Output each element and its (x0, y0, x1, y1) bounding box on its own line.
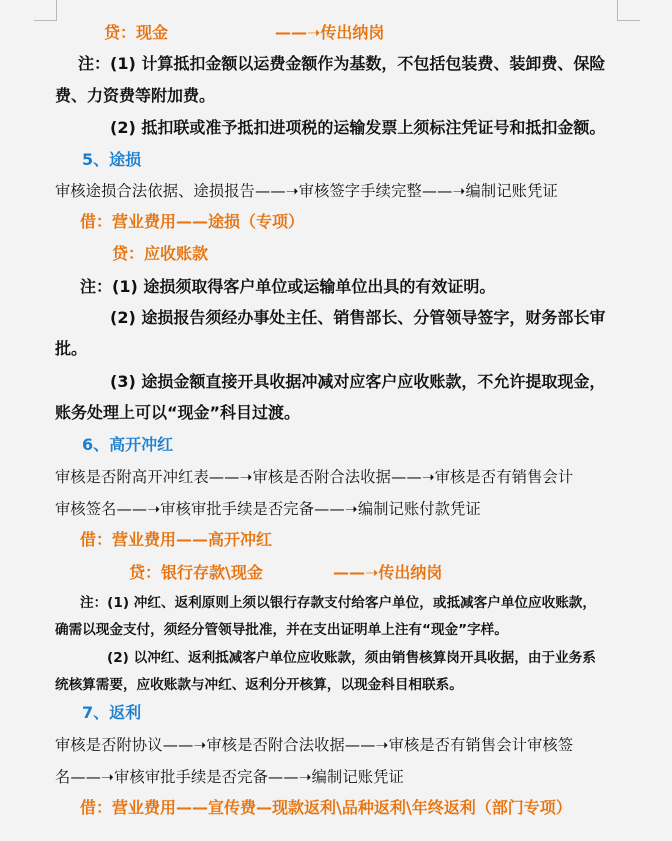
note-text: 注：(1) 冲红、返利原则上须以银行存款支付给客户单位，或抵减客户单位应收账款， (80, 595, 596, 611)
note-text: (3) 途损金额直接开具收据冲减对应客户应收账款，不允许提取现金， (110, 372, 606, 391)
transfer-arrow-text: ——➝传出纳岗 (275, 23, 385, 42)
debit-entry: 借：营业费用——宣传费—现款返利\品种返利\年终返利（部门专项） (80, 798, 572, 817)
page-corner-mark-right (617, 0, 640, 21)
note-text: (2) 抵扣联或准予抵扣进项税的运输发票上须标注凭证号和抵扣金额。 (110, 118, 606, 137)
note-text: 批。 (55, 339, 88, 358)
process-flow: 审核是否附协议——➝审核是否附合法收据——➝审核是否有销售会计审核签 (55, 736, 574, 754)
section-heading: 6、高开冲红 (82, 435, 174, 454)
note-text: (2) 途损报告须经办事处主任、销售部长、分管领导签字，财务部长审 (110, 308, 606, 327)
process-flow: 审核是否附高开冲红表——➝审核是否附合法收据——➝审核是否有销售会计 (55, 468, 574, 486)
page-corner-mark-left (34, 0, 57, 21)
process-flow: 审核签名——➝审核审批手续是否完备——➝编制记账付款凭证 (55, 500, 481, 518)
note-text: (2) 以冲红、返利抵减客户单位应收账款，须由销售核算岗开具收据，由于业务系 (107, 650, 596, 666)
note-text: 注：(1) 途损须取得客户单位或运输单位出具的有效证明。 (80, 277, 496, 296)
note-text: 统核算需要，应收账款与冲红、返利分开核算，以现金科目相联系。 (55, 677, 463, 693)
note-text: 注：(1) 计算抵扣金额以运费金额作为基数，不包括包装费、装卸费、保险 (78, 54, 606, 73)
debit-entry: 借：营业费用——高开冲红 (80, 530, 273, 549)
note-text: 账务处理上可以“现金”科目过渡。 (55, 403, 301, 422)
credit-entry: 贷：现金 (104, 23, 169, 42)
process-flow: 名——➝审核审批手续是否完备——➝编制记账凭证 (55, 768, 404, 786)
process-flow: 审核途损合法依据、途损报告——➝审核签字手续完整——➝编制记账凭证 (55, 182, 558, 200)
credit-entry: 贷：应收账款 (112, 244, 209, 263)
note-text: 费、力资费等附加费。 (55, 86, 216, 105)
transfer-arrow-text: ——➝传出纳岗 (333, 563, 443, 582)
section-heading: 5、途损 (82, 150, 142, 169)
credit-entry: 贷：银行存款\现金 (129, 563, 263, 582)
note-text: 确需以现金支付，须经分管领导批准，并在支出证明单上注有“现金”字样。 (55, 622, 508, 638)
section-heading: 7、返利 (82, 703, 142, 722)
debit-entry: 借：营业费用——途损（专项） (80, 212, 305, 231)
